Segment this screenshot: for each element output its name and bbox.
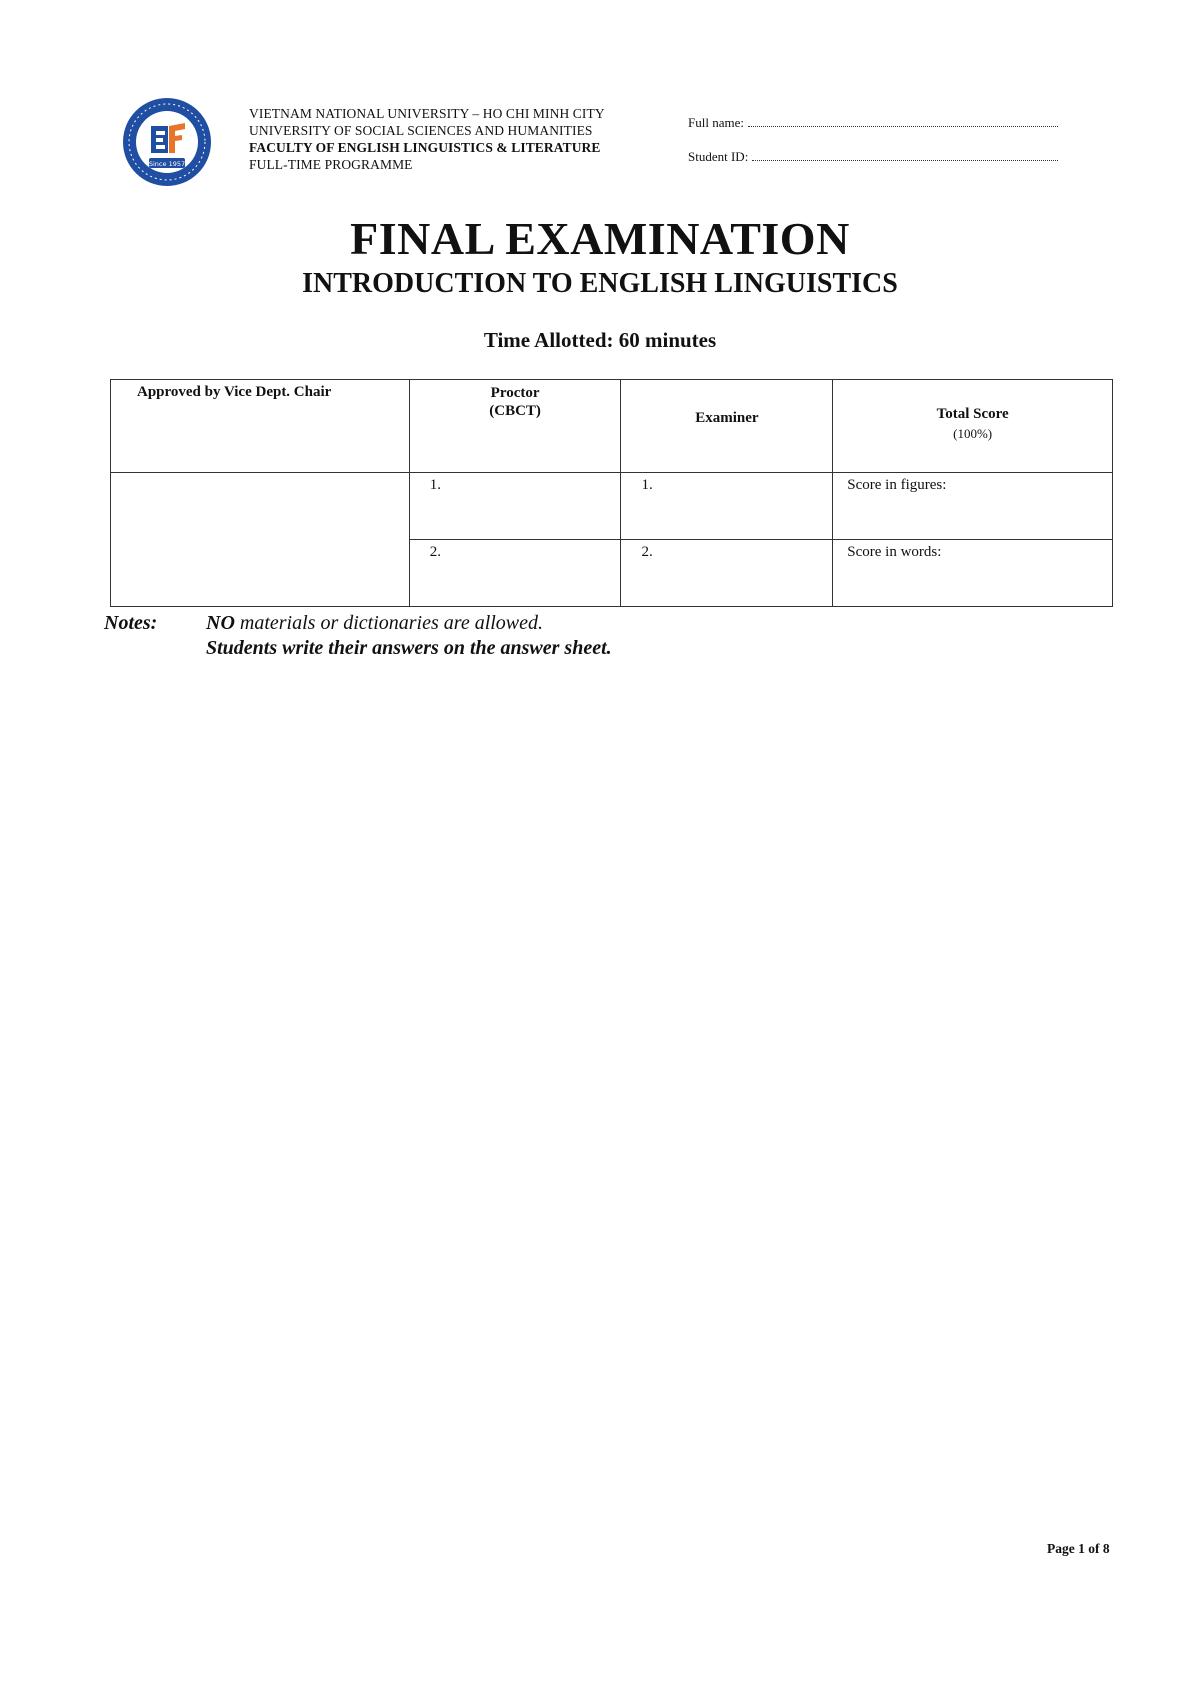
grading-table bbox=[110, 379, 1113, 607]
proctor-2-cell[interactable]: 2. bbox=[409, 540, 621, 607]
table-row bbox=[111, 473, 1113, 540]
notes-line-1-text: materials or dictionaries are allowed. bbox=[234, 612, 544, 634]
total-score-sub: (100%) bbox=[953, 426, 993, 441]
university-line-2: UNIVERSITY OF SOCIAL SCIENCES AND HUMANITIES bbox=[249, 123, 593, 138]
score-in-figures-cell[interactable]: Score in figures: bbox=[833, 473, 1113, 540]
proctor-1-cell[interactable]: 1. bbox=[409, 473, 621, 540]
university-logo bbox=[119, 96, 215, 188]
full-name-line[interactable] bbox=[748, 116, 1058, 127]
proctor-header-sub: (CBCT) bbox=[489, 403, 541, 419]
notes-emphasis: NO bbox=[206, 612, 235, 634]
university-block bbox=[249, 105, 605, 173]
total-score-label: Total Score bbox=[936, 406, 1009, 422]
proctor-header bbox=[409, 380, 621, 473]
notes-line-1 bbox=[206, 612, 543, 635]
university-line-1: VIETNAM NATIONAL UNIVERSITY – HO CHI MINH CITY bbox=[249, 106, 605, 121]
university-line-3: FACULTY OF ENGLISH LINGUISTICS & LITERATURE bbox=[249, 140, 601, 155]
examiner-header: Examiner bbox=[621, 380, 833, 473]
exam-title: FINAL EXAMINATION bbox=[350, 213, 850, 264]
page-number: Page 1 of 8 bbox=[1047, 1541, 1110, 1556]
notes-line-2: Students write their answers on the answer sheet. bbox=[206, 637, 612, 659]
examiner-2-cell[interactable]: 2. bbox=[621, 540, 833, 607]
student-id-line[interactable] bbox=[752, 150, 1058, 161]
approval-signature-cell[interactable] bbox=[111, 473, 410, 607]
total-score-header bbox=[833, 380, 1113, 473]
full-name-label: Full name: bbox=[688, 115, 744, 130]
examiner-1-cell[interactable]: 1. bbox=[621, 473, 833, 540]
score-in-words-cell[interactable]: Score in words: bbox=[833, 540, 1113, 607]
logo-since-text: Since 1957 bbox=[148, 160, 186, 168]
university-line-4: FULL-TIME PROGRAMME bbox=[249, 157, 413, 172]
full-name-field[interactable] bbox=[688, 115, 1058, 131]
student-id-label: Student ID: bbox=[688, 149, 749, 164]
time-allotted: Time Allotted: 60 minutes bbox=[483, 328, 717, 352]
approved-header: Approved by Vice Dept. Chair bbox=[111, 380, 410, 473]
grading-table-header bbox=[111, 380, 1113, 473]
notes-label: Notes: bbox=[104, 612, 158, 634]
student-id-field[interactable] bbox=[688, 149, 1058, 165]
exam-subtitle: INTRODUCTION TO ENGLISH LINGUISTICS bbox=[302, 268, 898, 299]
proctor-header-label: Proctor bbox=[490, 385, 540, 401]
